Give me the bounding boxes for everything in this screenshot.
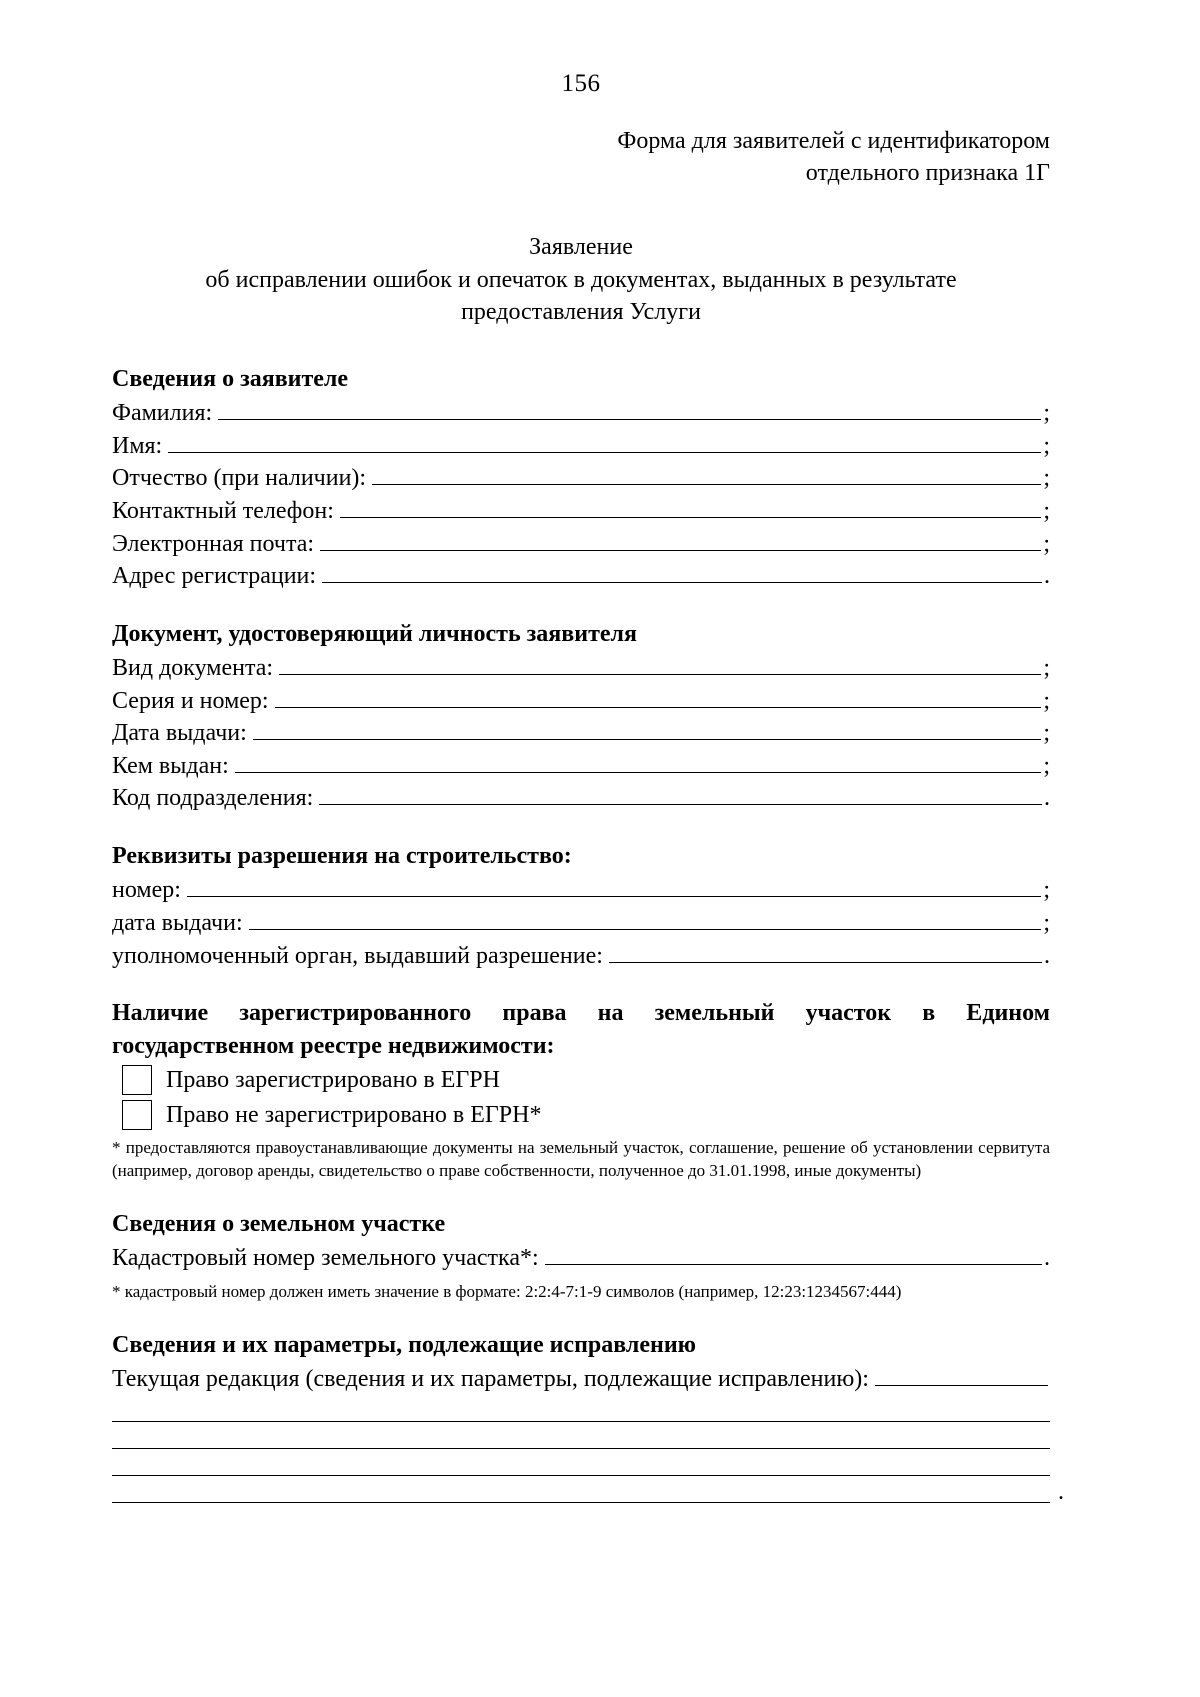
field-registration-address-label: Адрес регистрации: bbox=[112, 563, 317, 590]
permit-details-section bbox=[112, 841, 1050, 972]
field-surname-tail: ; bbox=[1043, 400, 1050, 426]
permit-details-heading: Реквизиты разрешения на строительство: bbox=[112, 843, 572, 870]
field-permit-number-input[interactable] bbox=[187, 896, 1041, 897]
field-cadastral-number-input[interactable] bbox=[545, 1264, 1042, 1265]
field-current-version bbox=[112, 1363, 1050, 1396]
field-permit-authority-label: уполномоченный орган, выдавший разрешение: bbox=[112, 942, 603, 969]
field-permit-number bbox=[112, 874, 1050, 907]
field-current-version-input[interactable] bbox=[875, 1385, 1048, 1386]
field-cadastral-number bbox=[112, 1242, 1050, 1275]
field-registration-address-tail: . bbox=[1044, 563, 1050, 590]
field-phone-tail: ; bbox=[1043, 497, 1050, 524]
field-issued-by bbox=[112, 750, 1050, 783]
registered-right-section bbox=[112, 998, 1050, 1183]
field-email-label: Электронная почта: bbox=[112, 530, 315, 557]
field-permit-date-tail: ; bbox=[1043, 909, 1050, 936]
checkbox-icon-right-registered[interactable] bbox=[122, 1065, 152, 1095]
field-department-code-input[interactable] bbox=[319, 804, 1042, 805]
registered-right-heading-line-1: Наличие зарегистрированного права на земельный участок в Едином bbox=[112, 1000, 1050, 1027]
field-firstname-tail: ; bbox=[1043, 432, 1050, 459]
field-department-code bbox=[112, 782, 1050, 815]
field-patronymic-tail: ; bbox=[1043, 465, 1050, 492]
document-title-line-3: предоставления Услуги bbox=[461, 298, 701, 325]
field-issue-date-input[interactable] bbox=[253, 739, 1042, 740]
field-series-number-label: Серия и номер: bbox=[112, 687, 269, 714]
registered-right-heading-line-2: государственном реестре недвижимости: bbox=[112, 1033, 555, 1060]
field-department-code-tail: . bbox=[1044, 785, 1050, 812]
identity-document-heading: Документ, удостоверяющий личность заявителя bbox=[112, 620, 637, 647]
land-plot-section bbox=[112, 1209, 1050, 1304]
field-surname-input[interactable] bbox=[218, 419, 1041, 420]
field-email-tail: ; bbox=[1043, 530, 1050, 557]
document-title-line-2: об исправлении ошибок и опечаток в документах, выданных в результате bbox=[205, 266, 957, 293]
field-cadastral-number-label: Кадастровый номер земельного участка*: bbox=[112, 1244, 539, 1271]
field-issue-date-tail: ; bbox=[1043, 720, 1050, 747]
field-series-number-tail: ; bbox=[1043, 687, 1050, 714]
blank-line-1[interactable] bbox=[112, 1395, 1050, 1422]
page-number: 156 bbox=[561, 70, 601, 97]
field-permit-number-label: номер: bbox=[112, 877, 181, 904]
blank-line-3[interactable] bbox=[112, 1449, 1050, 1476]
field-patronymic bbox=[112, 462, 1050, 495]
field-surname bbox=[112, 397, 1050, 430]
field-registration-address-input[interactable] bbox=[322, 582, 1042, 583]
field-permit-number-tail: ; bbox=[1043, 877, 1050, 904]
field-firstname-input[interactable] bbox=[168, 452, 1041, 453]
field-document-type-tail: ; bbox=[1043, 654, 1050, 681]
document-title bbox=[112, 231, 1050, 327]
correction-section bbox=[112, 1330, 1064, 1506]
field-series-number bbox=[112, 685, 1050, 718]
applicant-section bbox=[112, 364, 1050, 593]
field-permit-date-input[interactable] bbox=[249, 929, 1042, 930]
blank-line-4[interactable] bbox=[112, 1476, 1064, 1506]
field-issued-by-tail: ; bbox=[1043, 752, 1050, 779]
field-department-code-label: Код подразделения: bbox=[112, 785, 314, 812]
field-issue-date-label: Дата выдачи: bbox=[112, 720, 247, 747]
field-permit-date bbox=[112, 907, 1050, 940]
land-plot-footnote: * кадастровый номер должен иметь значение в формате: 2:2:4-7:1-9 символов (например, 12:23:1234567:444) bbox=[112, 1281, 902, 1301]
blank-line-2[interactable] bbox=[112, 1422, 1050, 1449]
applicant-section-heading: Сведения о заявителе bbox=[112, 365, 349, 392]
field-issued-by-input[interactable] bbox=[235, 772, 1042, 773]
field-document-type-input[interactable] bbox=[279, 674, 1041, 675]
field-cadastral-number-tail: . bbox=[1044, 1244, 1050, 1271]
checkbox-label-right-registered: Право зарегистрировано в ЕГРН bbox=[166, 1066, 500, 1093]
field-patronymic-input[interactable] bbox=[372, 484, 1041, 485]
field-firstname bbox=[112, 430, 1050, 463]
checkbox-row-right-registered[interactable] bbox=[122, 1065, 1050, 1096]
field-current-version-label: Текущая редакция (сведения и их параметры, подлежащие исправлению): bbox=[112, 1365, 869, 1392]
document-title-line-1: Заявление bbox=[529, 234, 633, 261]
field-surname-label: Фамилия: bbox=[112, 400, 213, 426]
field-permit-authority-input[interactable] bbox=[609, 962, 1042, 963]
form-identifier-line-2: отдельного признака 1Г bbox=[805, 159, 1050, 186]
field-document-type bbox=[112, 652, 1050, 685]
correction-end-mark: . bbox=[1058, 1479, 1064, 1506]
correction-heading: Сведения и их параметры, подлежащие исправлению bbox=[112, 1331, 697, 1358]
field-permit-authority-tail: . bbox=[1044, 942, 1050, 969]
field-document-type-label: Вид документа: bbox=[112, 654, 274, 681]
checkbox-icon-right-not-registered[interactable] bbox=[122, 1100, 152, 1130]
field-patronymic-label: Отчество (при наличии): bbox=[112, 465, 367, 492]
field-issue-date bbox=[112, 717, 1050, 750]
field-email-input[interactable] bbox=[320, 550, 1041, 551]
field-phone-label: Контактный телефон: bbox=[112, 497, 334, 524]
form-identifier-header bbox=[112, 126, 1050, 189]
correction-blank-lines bbox=[112, 1395, 1064, 1506]
field-series-number-input[interactable] bbox=[275, 707, 1042, 708]
land-plot-heading: Сведения о земельном участке bbox=[112, 1210, 446, 1237]
field-issued-by-label: Кем выдан: bbox=[112, 752, 229, 779]
form-identifier-line-1: Форма для заявителей с идентификатором bbox=[617, 128, 1050, 154]
checkbox-label-right-not-registered: Право не зарегистрировано в ЕГРН* bbox=[166, 1101, 542, 1128]
field-email bbox=[112, 528, 1050, 561]
field-registration-address bbox=[112, 560, 1050, 593]
identity-document-section bbox=[112, 619, 1050, 815]
field-permit-date-label: дата выдачи: bbox=[112, 909, 243, 936]
field-firstname-label: Имя: bbox=[112, 432, 163, 459]
field-phone-input[interactable] bbox=[340, 517, 1041, 518]
field-phone bbox=[112, 495, 1050, 528]
checkbox-row-right-not-registered[interactable] bbox=[122, 1100, 1050, 1131]
registered-right-footnote: * предоставляются правоустанавливающие документы на земельный участок, соглашение, решение об установлении сервитута (например, договор аренды, свидетельство о праве собственности, полученное до 31.01.1998, иные документы) bbox=[112, 1137, 1050, 1180]
field-permit-authority bbox=[112, 940, 1050, 973]
